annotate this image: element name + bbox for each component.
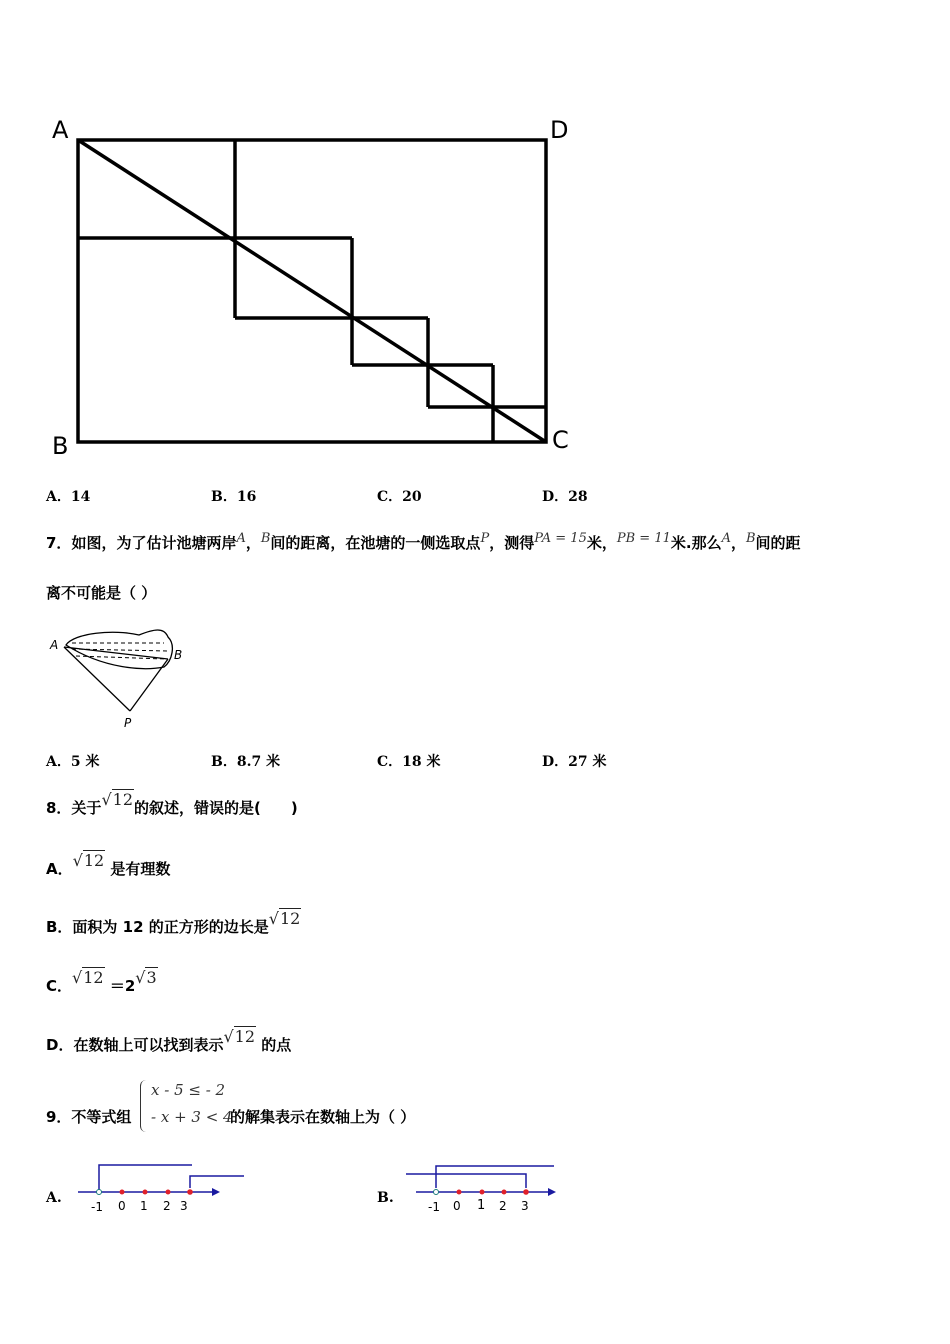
q9-option-b-numberline[interactable] [402, 1160, 562, 1220]
q7-pb-eq: PB = 11 [616, 531, 671, 546]
q8-option-c-sqrt: √12 [72, 968, 104, 987]
label-c: C [552, 426, 569, 454]
pond-diagram [44, 625, 204, 733]
pond-label-b: B [174, 648, 183, 662]
q7-text-5: 米.那么 [670, 534, 722, 552]
q9a-tick-1: 0 [118, 1199, 126, 1213]
q7-pa-eq: PA = 15 [534, 531, 587, 546]
q8-sqrt-12: √12 [101, 790, 133, 809]
pond-label-p: P [124, 716, 132, 730]
q9a-tick-3: 2 [163, 1199, 171, 1213]
q9-inequality-2: - x + 3 < 4 [151, 1108, 233, 1126]
q9-option-a-label[interactable]: A. [46, 1190, 62, 1206]
q9b-tick-0: -1 [428, 1200, 440, 1214]
q7-comma-2: ， [730, 534, 746, 552]
q7-var-a2: A [721, 531, 731, 546]
q8-option-b-radicand: 12 [279, 909, 301, 928]
q9-number: 9．不等式组 [46, 1108, 132, 1126]
q8-option-b[interactable] [46, 909, 301, 937]
q8-option-d-text: D．在数轴上可以找到表示 [46, 1036, 224, 1054]
q7-line-2: 离不可能是（ ） [46, 584, 157, 602]
q9b-tick-4: 3 [521, 1199, 529, 1213]
q8-option-d-tail: 的点 [261, 1036, 292, 1054]
q7-var-b2: B [745, 531, 756, 546]
q9a-tick-0: -1 [91, 1200, 103, 1214]
q6-option-a[interactable]: A．14 [46, 489, 91, 505]
q8-option-c[interactable] [46, 968, 158, 996]
q7-option-d[interactable]: D．27 米 [542, 754, 607, 770]
q7-line-1 [46, 532, 801, 553]
q7-text-4: 米， [586, 534, 617, 552]
q9b-tick-2: 1 [477, 1198, 486, 1213]
q8-number: 8．关于 [46, 799, 102, 817]
rectangle-diagram [40, 110, 600, 470]
q9b-tick-1: 0 [453, 1199, 461, 1213]
q7-var-b: B [260, 531, 271, 546]
q7-text-3: ，测得 [489, 534, 535, 552]
q9-system-brace [140, 1080, 149, 1132]
label-b: B [52, 432, 69, 460]
q8-option-c-label: C． [46, 977, 73, 995]
q8-option-d-sqrt: √12 [223, 1027, 256, 1046]
q8-option-c-eq: ＝2 [109, 977, 136, 995]
q8-option-a-label: A． [46, 860, 73, 878]
q8-option-c-radicand: 12 [83, 968, 104, 987]
q7-option-a[interactable]: A．5 米 [46, 754, 100, 770]
q6-option-d[interactable]: D．28 [542, 489, 588, 505]
q8-option-c-rad2: 3 [146, 968, 157, 987]
q7-var-p: P [480, 531, 490, 546]
q8-text: 的叙述，错误的是( ) [134, 799, 298, 817]
q9a-tick-4: 3 [180, 1199, 188, 1213]
q8-option-d-radicand: 12 [234, 1027, 256, 1046]
q9-option-b-label[interactable]: B. [377, 1190, 394, 1206]
q7-option-c[interactable]: C．18 米 [377, 754, 441, 770]
q7-text-2: 间的距离，在池塘的一侧选取点 [270, 534, 481, 552]
q9a-tick-2: 1 [140, 1199, 148, 1213]
pond-label-a: A [50, 638, 59, 652]
q8-option-d[interactable] [46, 1027, 292, 1055]
q6-option-b[interactable]: B．16 [211, 489, 257, 505]
q6-option-c[interactable]: C．20 [377, 489, 422, 505]
q8-option-a-text: 是有理数 [110, 860, 171, 878]
q8-option-a[interactable] [46, 851, 171, 879]
q8-option-a-radicand: 12 [83, 851, 105, 870]
q9-text: 的解集表示在数轴上为（ ） [230, 1108, 416, 1126]
q7-text-6: 间的距 [755, 534, 801, 552]
q8-option-b-text: B．面积为 12 的正方形的边长是 [46, 918, 269, 936]
q7-var-a: A [236, 531, 246, 546]
q9b-tick-3: 2 [499, 1199, 507, 1213]
q7-text-1: 如图，为了估计池塘两岸 [71, 534, 237, 552]
q8-option-a-sqrt: √12 [72, 851, 105, 870]
q8-stem [46, 790, 298, 818]
q8-option-b-sqrt: √12 [268, 909, 301, 928]
q9-option-a-numberline[interactable] [74, 1160, 254, 1220]
q7-comma-1: ， [245, 534, 261, 552]
q7-option-b[interactable]: B．8.7 米 [211, 754, 281, 770]
q8-option-c-sqrt3: √3 [135, 968, 157, 987]
q9-inequality-1: x - 5 ≤ - 2 [151, 1081, 226, 1099]
q8-radicand: 12 [112, 790, 133, 809]
q7-number: 7． [46, 534, 72, 552]
label-d: D [550, 116, 569, 144]
label-a: A [52, 116, 69, 144]
